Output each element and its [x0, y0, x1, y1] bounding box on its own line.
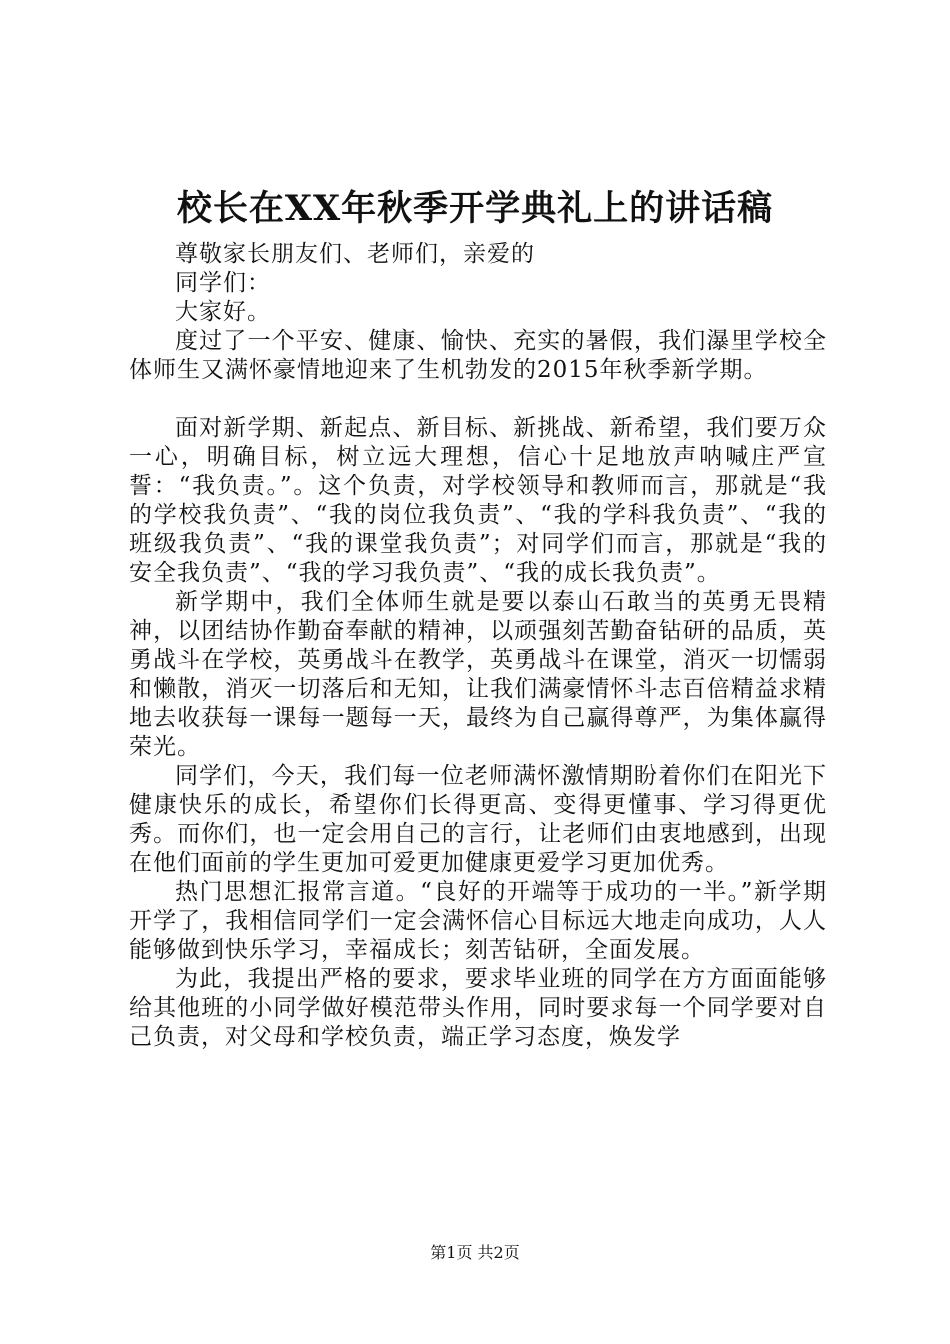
- paragraph: 同学们：: [175, 270, 271, 296]
- paragraph: 尊敬家长朋友们、老师们，亲爱的: [175, 241, 535, 267]
- paragraph: 同学们，今天，我们每一位老师满怀激情期盼着你们在阳光下健康快乐的成长，希望你们长得更高、变得更懂事、学习得更优秀。而你们，也一定会用自己的言行，让老师们由衷地感到，出现在他们面前的学生更加可爱更加健康更爱学习更加优秀。: [129, 763, 827, 876]
- paragraph: 为此，我提出严格的要求，要求毕业班的同学在方方面面能够给其他班的小同学做好模范带头作用，同时要求每一个同学要对自己负责，对父母和学校负责，端正学习态度，焕发学: [129, 966, 827, 1050]
- paragraph: 新学期中，我们全体师生就是要以泰山石敢当的英勇无畏精神，以团结协作勤奋奉献的精神，以顽强刻苦勤奋钻研的品质，英勇战斗在学校，英勇战斗在教学，英勇战斗在课堂，消灭一切懦弱和懒散，消灭一切落后和无知，让我们满豪情怀斗志百倍精益求精地去收获每一课每一题每一天，最终为自己赢得尊严，为集体赢得荣光。: [129, 589, 827, 760]
- page-footer: 第1页 共2页: [430, 1243, 520, 1262]
- document-body: [129, 240, 827, 1052]
- paragraph: 度过了一个平安、健康、愉快、充实的暑假，我们瀑里学校全体师生又满怀豪情地迎来了生机勃发的2015年秋季新学期。: [129, 328, 827, 383]
- document-title: 校长在XX年秋季开学典礼上的讲话稿: [176, 188, 774, 229]
- paragraph: 热门思想汇报常言道。“良好的开端等于成功的一半。”新学期开学了，我相信同学们一定会满怀信心目标远大地走向成功，人人能够做到快乐学习，幸福成长；刻苦钻研，全面发展。: [129, 879, 827, 963]
- paragraph: 大家好。: [175, 299, 271, 325]
- paragraph: 面对新学期、新起点、新目标、新挑战、新希望，我们要万众一心，明确目标，树立远大理想，信心十足地放声呐喊庄严宣誓：“我负责。”。这个负责，对学校领导和教师而言，那就是“我的学校我负责”、“我的岗位我负责”、“我的学科我负责”、“我的班级我负责”、“我的课堂我负责”；对同学们而言，那就是“我的安全我负责”、“我的学习我负责”、“我的成长我负责”。: [129, 415, 827, 586]
